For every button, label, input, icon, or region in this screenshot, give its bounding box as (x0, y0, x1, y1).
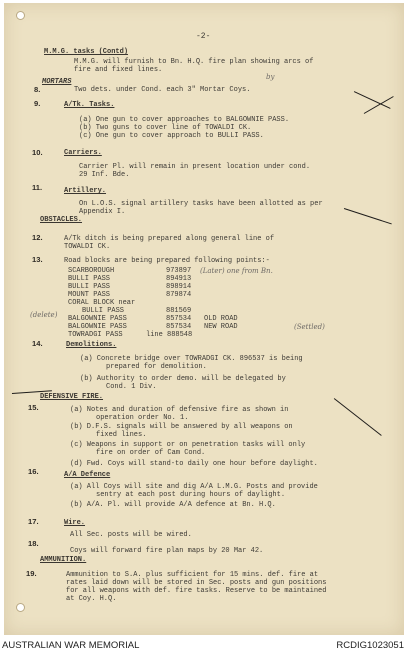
text-line: (a) Notes and duration of defensive fire as shown in (70, 406, 289, 414)
section-heading: A/Tk. Tasks. (64, 101, 115, 109)
roadblock-ref: 879874 (166, 291, 192, 299)
roadblock-name: SCARBOROUGH (68, 267, 115, 275)
text-line: Carrier Pl. will remain in present location under cond. (79, 163, 311, 171)
roadblock-ref: 857534 (166, 323, 192, 331)
text-line: Cond. 1 Div. (106, 383, 157, 391)
handwritten-annotation: (delete) (30, 311, 58, 319)
text-line: (b) A/A. Pl. will provide A/A defence at Bn. H.Q. (70, 501, 276, 509)
text-line: for all weapons with def. fire tasks. Reserve to be maintained (66, 587, 327, 595)
ammunition-heading: AMMUNITION. (40, 556, 87, 564)
text-line: (b) Authority to order demo. will be delegated by (80, 375, 286, 383)
roadblock-name: MOUNT PASS (68, 291, 111, 299)
handwritten-annotation: (Settled) (294, 323, 325, 331)
roadblock-ref: 973897 (166, 267, 192, 275)
punch-hole (16, 11, 25, 20)
section-heading: Wire. (64, 519, 86, 527)
text-line: TOWALDI CK. (64, 243, 111, 251)
roadblock-ref: 857534 (166, 315, 192, 323)
text-line: prepared for demolition. (106, 363, 207, 371)
text-line: at Coy. H.Q. (66, 595, 117, 603)
roadblock-name: BALGOWNIE PASS (68, 315, 127, 323)
text-line: (c) One gun to cover approach to BULLI PASS. (79, 132, 264, 140)
text-line: (c) Weapons in support or on penetration tasks will only (70, 441, 306, 449)
text-line: A/Tk ditch is being prepared along general line of (64, 235, 275, 243)
punch-hole (16, 603, 25, 612)
text-line: Two dets. under Cond. each 3" Mortar Coys. (74, 86, 251, 94)
section-heading: Artillery. (64, 187, 107, 195)
footer-left: AUSTRALIAN WAR MEMORIAL (2, 640, 140, 651)
text-line: On L.O.S. signal artillery tasks have been allotted as per (79, 200, 323, 208)
text-line: fire and fixed lines. (74, 66, 163, 74)
header-title: M.M.G. tasks (Contd) (44, 48, 129, 56)
item-number: 12. (32, 233, 43, 242)
footer-right: RCDIG1023051 (336, 640, 404, 651)
pen-stroke (344, 208, 392, 225)
roadblock-name: BULLI PASS (68, 275, 111, 283)
text-line: rates laid down will be stored in Sec. posts and gun positions (66, 579, 327, 587)
text-line: sentry at each post during hours of daylight. (96, 491, 286, 499)
text-line: Appendix I. (79, 208, 126, 216)
roadblock-name: BULLI PASS (68, 283, 111, 291)
item-number: 9. (34, 99, 41, 108)
handwritten-annotation: (Later) one from Bn. (200, 267, 273, 275)
roadblock-ref: 898914 (166, 283, 192, 291)
text-line: Road blocks are being prepared following points:- (64, 257, 270, 265)
roadblock-extra: line 888548 (146, 331, 193, 339)
text-line: Coys will forward fire plan maps by 20 Mar 42. (70, 547, 264, 555)
roadblock-extra: OLD ROAD (204, 315, 238, 323)
roadblock-extra: NEW ROAD (204, 323, 238, 331)
text-line: fire on order of Cam Cond. (96, 449, 206, 457)
item-number: 13. (32, 255, 43, 264)
handwritten-annotation: by (266, 73, 275, 81)
roadblock-name: CORAL BLOCK near (68, 299, 136, 307)
roadblock-name: TOWRADGI PASS (68, 331, 123, 339)
demolitions-heading: Demolitions. (66, 341, 117, 349)
item-number: 8. (34, 85, 41, 94)
roadblock-ref: 894913 (166, 275, 192, 283)
section-heading: A/A Defence (64, 471, 111, 479)
pen-stroke (334, 398, 382, 436)
document-page (4, 3, 404, 635)
item-number: 19. (26, 569, 37, 578)
text-line: fixed lines. (96, 431, 147, 439)
item-number: 10. (32, 148, 43, 157)
roadblock-name: BALGOWNIE PASS (68, 323, 127, 331)
section-heading: Carriers. (64, 149, 102, 157)
page-number: -2- (196, 32, 211, 41)
roadblock-name: BULLI PASS (82, 307, 125, 315)
obstacles-heading: OBSTACLES. (40, 216, 83, 224)
item-number: 14. (32, 339, 43, 348)
item-number: 17. (28, 517, 39, 526)
mortars-label: MORTARS (42, 78, 72, 86)
text-line: (a) One gun to cover approaches to BALGOWNIE PASS. (79, 116, 290, 124)
defensive-fire-heading: DEFENSIVE FIRE. (40, 393, 104, 401)
item-number: 16. (28, 467, 39, 476)
text-line: (a) Concrete bridge over TOWRADGI CK. 896537 is being (80, 355, 303, 363)
text-line: (b) D.F.S. signals will be answered by all weapons on (70, 423, 293, 431)
roadblock-ref: 881569 (166, 307, 192, 315)
item-number: 15. (28, 403, 39, 412)
text-line: Ammunition to S.A. plus sufficient for 15 mins. def. fire at (66, 571, 319, 579)
text-line: M.M.G. will furnish to Bn. H.Q. fire plan showing arcs of (74, 58, 314, 66)
text-line: All Sec. posts will be wired. (70, 531, 192, 539)
text-line: operation order No. 1. (96, 414, 189, 422)
text-line: 29 Inf. Bde. (79, 171, 130, 179)
item-number: 18. (28, 539, 39, 548)
text-line: (b) Two guns to cover line of TOWALDI CK. (79, 124, 252, 132)
item-number: 11. (32, 183, 43, 192)
text-line: (a) All Coys will site and dig A/A L.M.G. Posts and provide (70, 483, 318, 491)
text-line: (d) Fwd. Coys will stand-to daily one hour before daylight. (70, 460, 318, 468)
